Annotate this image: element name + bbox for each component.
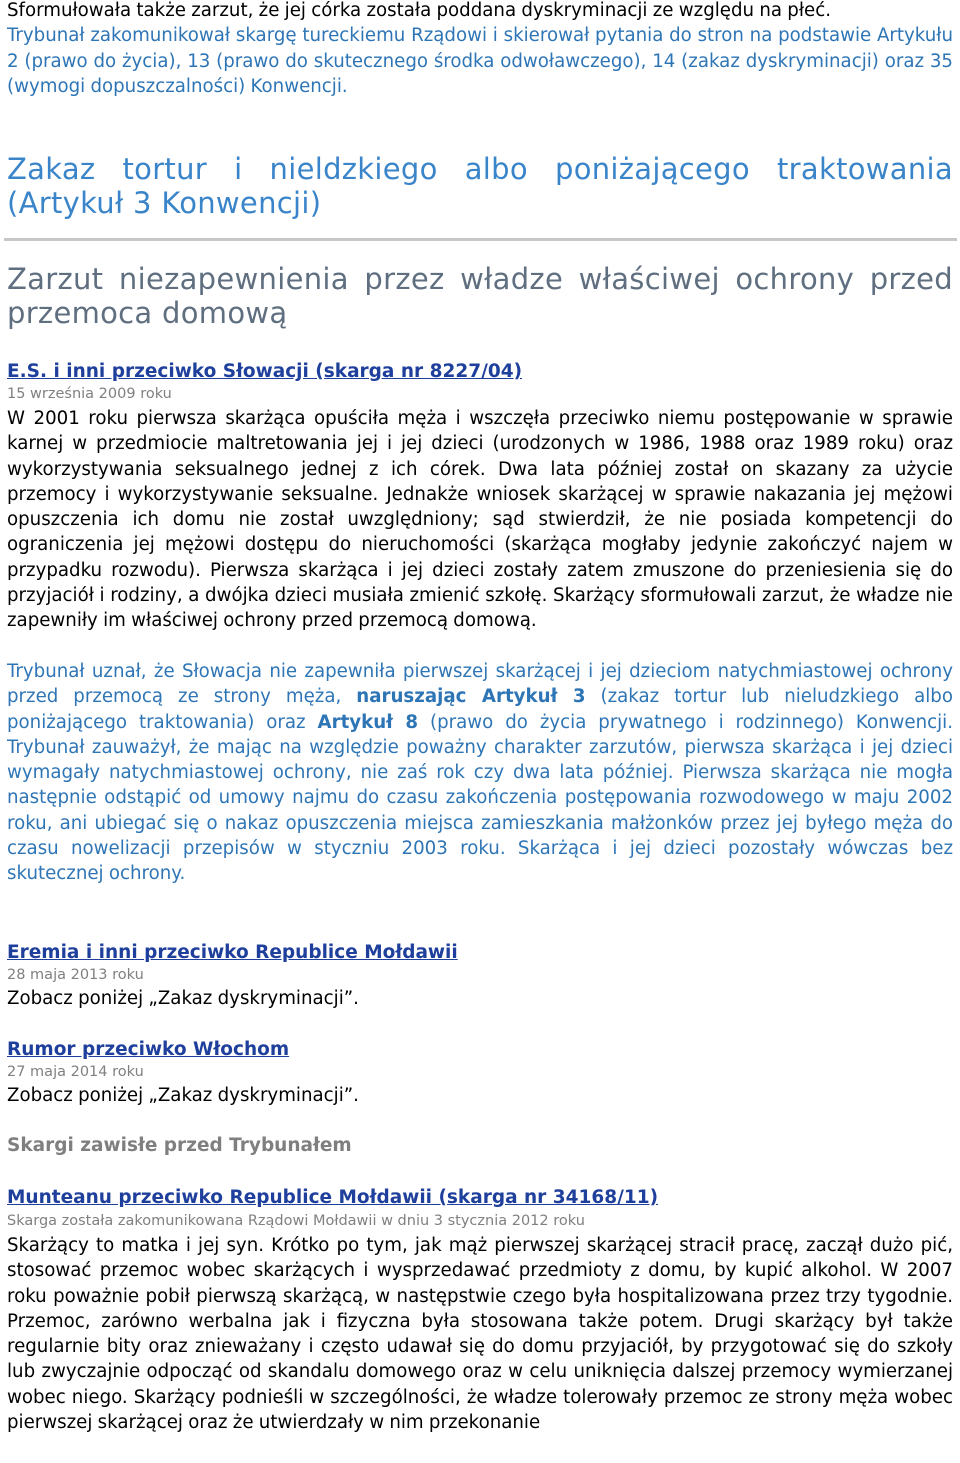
case-date: 28 maja 2013 roku — [7, 967, 144, 983]
ruling-text-c: (prawo do życia prywatnego i rodzinnego) Konwencji. Trybunał zauważył, że mając na względzie poważny charakter zarzutów, pierwsza skarżąca i jej dzieci wymagały natychmiastowej ochrony, nie zaś rok czy dwa lata później. Pierwsza skarżąca nie mogła następnie odstąpić od umowy najmu do czasu zakończenia postępowania rozwodowego w maju 2002 roku, ani ubiegać się o nakaz opuszczenia miejsca zamieszkania małżonków przez jej byłego męża do czasu nowelizacji przepisów w styczniu 2003 roku. Skarżąca i jej dzieci pozostały wówczas bez skutecznej ochrony. — [7, 711, 954, 885]
case-facts-paragraph: W 2001 roku pierwsza skarżąca opuściła męża i wszczęła przeciwko niemu postępowanie w sprawie karnej w przedmiocie maltretowania jej i jej dzieci (urodzonych w 1986, 1988 oraz 1989 roku) oraz wykorzystywania seksualnego jednej z ich córek. Dwa lata później został on skazany za użycie przemocy i wykorzystywanie seksualne. Jednakże wniosek skarżącej w sprawie nakazania jej mężowi opuszczenia ich domu nie został uwzględniony; sąd stwierdził, że nie posiada kompetencji do ograniczenia jej mężowi dostępu do nieruchomości (skarżąca mogłaby jedynie zakończyć najem w przypadku rozwodu). Pierwsza skarżąca i jej dzieci zostały zatem zmuszone do przeniesienia się do przyjaciół i rodziny, a dwójka dzieci musiała zmienić szkołę. Skarżący sformułowali zarzut, że władze nie zapewniły im właściwej ochrony przed przemocą domową. — [7, 408, 953, 632]
case-ruling-paragraph — [7, 659, 953, 887]
section-divider — [4, 238, 957, 241]
case-reference-text: Zobacz poniżej „Zakaz dyskryminacji”. — [7, 1085, 359, 1106]
intro-text: Sformułowała także zarzut, że jej córka została poddana dyskryminacji ze względu na płeć. — [7, 0, 831, 21]
subsection-heading: Zarzut niezapewnienia przez władze właściwej ochrony przed przemoca domową — [7, 262, 953, 330]
case-communication-date: Skarga została zakomunikowana Rządowi Mołdawii w dniu 3 stycznia 2012 roku — [7, 1213, 585, 1229]
case-link-eremia[interactable]: Eremia i inni przeciwko Republice Mołdawii — [7, 942, 458, 963]
case-link-es-slovakia[interactable]: E.S. i inni przeciwko Słowacji (skarga nr 8227/04) — [7, 361, 523, 382]
case-reference-text: Zobacz poniżej „Zakaz dyskryminacji”. — [7, 988, 359, 1009]
case-date: 15 września 2009 roku — [7, 386, 172, 402]
section-heading: Zakaz tortur i nieldzkiego albo poniżającego traktowania (Artykuł 3 Konwencji) — [7, 152, 953, 220]
pending-cases-heading: Skargi zawisłe przed Trybunałem — [7, 1135, 352, 1156]
intro-paragraph — [7, 0, 953, 99]
case-link-rumor[interactable]: Rumor przeciwko Włochom — [7, 1039, 290, 1060]
case-facts-paragraph: Skarżący to matka i jej syn. Krótko po tym, jak mąż pierwszej skarżącej stracił pracę, zaczął dużo pić, stosować przemoc wobec skarżących i wysprzedawać przedmioty z domu, by kupić alkohol. W 2007 roku poważnie pobił pierwszą skarżącą, w następstwie czego była hospitalizowana przez trzy tygodnie. Przemoc, zarówno werbalna jak i fizyczna była stosowana także potem. Drugi skarżący był także regularnie bity oraz znieważany i często udawał się do domu przyjaciół, by przygotować się do szkoły lub zwyczajnie odpocząć od skandalu domowego oraz w celu uniknięcia dalszej przemocy wymierzanej wobec niego. Skarżący podnieśli w szczególności, że władze tolerowały przemoc ze strony męża wobec pierwszej skarżącej oraz że utwierdzały w nim przekonanie — [7, 1235, 953, 1434]
case-link-munteanu[interactable]: Munteanu przeciwko Republice Mołdawii (skarga nr 34168/11) — [7, 1187, 659, 1208]
ruling-violation-article-3: naruszając Artykuł 3 — [356, 686, 586, 708]
ruling-text-a: Trybunał uznał, że Słowacja nie zapewniła pierwszej skarżącej i jej dzieciom natychmiastowej ochrony przed przemocą ze strony męża, — [7, 661, 953, 708]
ruling-violation-article-8: Artykuł 8 — [317, 711, 419, 733]
communication-paragraph: Trybunał zakomunikował skargę tureckiemu Rządowi i skierował pytania do stron na podstawie Artykułu 2 (prawo do życia), 13 (prawo do skutecznego środka odwoławczego), 14 (zakaz dyskryminacji) oraz 35 (wymogi dopuszczalności) Konwencji. — [7, 25, 953, 97]
case-date: 27 maja 2014 roku — [7, 1064, 144, 1080]
ruling-text-b: (zakaz tortur lub nieludzkiego albo poniżającego traktowania) oraz — [7, 686, 953, 733]
